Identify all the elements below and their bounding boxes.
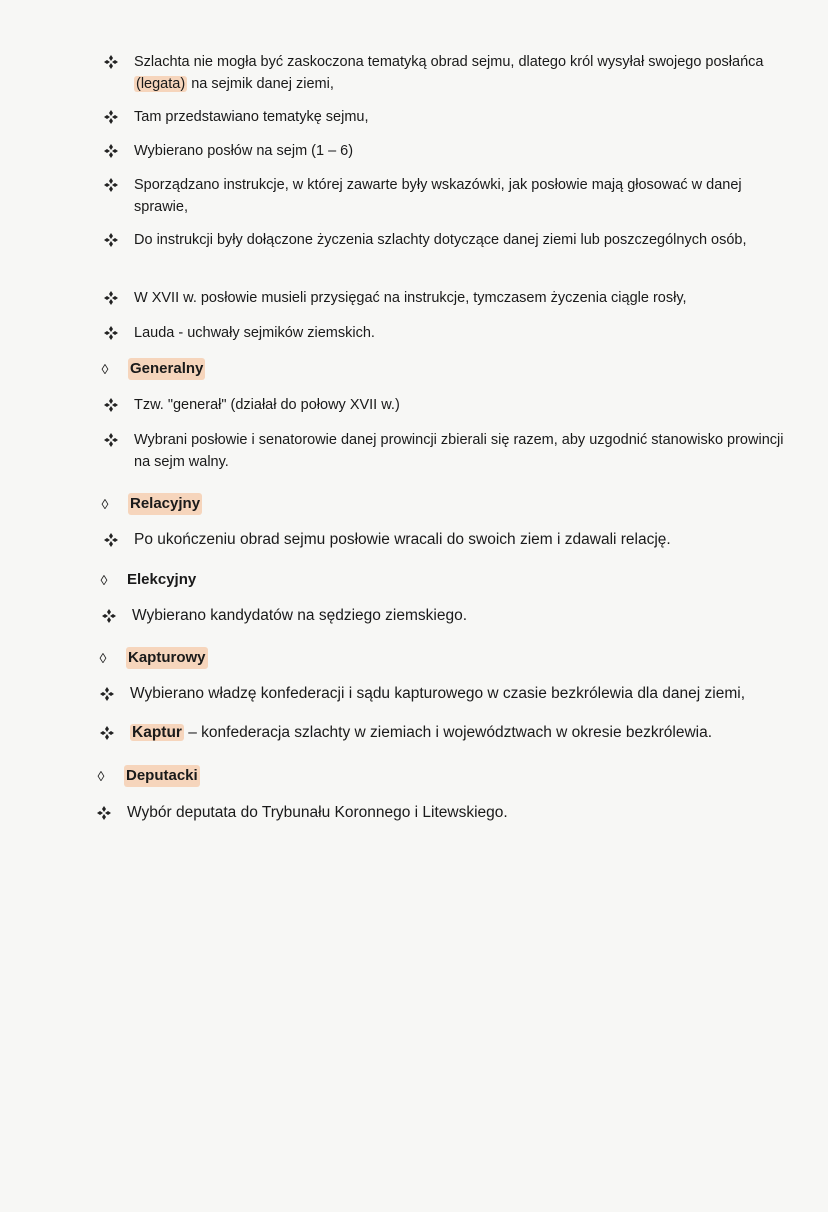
- four-diamond-bullet-icon: [96, 722, 118, 740]
- highlight-legata: (legata): [136, 76, 186, 92]
- four-diamond-bullet-icon: [100, 529, 122, 547]
- four-diamond-bullet-icon: [100, 140, 122, 158]
- heading-text: Kapturowy: [126, 647, 208, 669]
- four-diamond-bullet-icon: [100, 106, 122, 124]
- list-item-text: Szlachta nie mogła być zaskoczona tematyką obrad sejmu, dlatego król wysyłał swojego posłańca (legata) na sejmik danej ziemi,: [134, 54, 764, 92]
- heading-text: Relacyjny: [128, 493, 202, 515]
- list-item: [100, 322, 774, 344]
- section-heading: [94, 493, 202, 515]
- list-item: [100, 287, 774, 309]
- diamond-outline-icon: ◊: [101, 496, 109, 512]
- four-diamond-bullet-icon: [98, 605, 120, 623]
- list-item: [93, 802, 767, 824]
- list-item-text: Lauda - uchwały sejmików ziemskich.: [134, 325, 375, 341]
- list-item: [100, 394, 774, 416]
- list-item-text: Wybór deputata do Trybunału Koronnego i Litewskiego.: [127, 804, 508, 821]
- list-item: [96, 722, 800, 744]
- list-item: [100, 229, 774, 251]
- list-item: [100, 174, 774, 218]
- four-diamond-bullet-icon: [100, 287, 122, 305]
- heading-text: Elekcyjny: [127, 571, 197, 588]
- diamond-outline-icon: ◊: [100, 572, 108, 588]
- heading-text: Deputacki: [124, 765, 200, 787]
- list-item-text: Wybierano posłów na sejm (1 – 6): [134, 143, 354, 159]
- list-item-text: Tam przedstawiano tematykę sejmu,: [134, 109, 369, 125]
- section-heading: [94, 358, 205, 380]
- list-item-text: Wybierano władzę konfederacji i sądu kapturowego w czasie bezkrólewia dla danej ziemi,: [130, 685, 746, 702]
- list-item-text: Kaptur – konfederacja szlachty w ziemiach i województwach w okresie bezkrólewia.: [132, 724, 713, 741]
- section-heading: [90, 765, 200, 787]
- list-item-text: Sporządzano instrukcje, w której zawarte były wskazówki, jak posłowie mają głosować w danej sprawie,: [134, 177, 742, 215]
- list-item: [100, 106, 774, 128]
- four-diamond-bullet-icon: [100, 229, 122, 247]
- list-item: [100, 51, 774, 95]
- diamond-outline-icon: ◊: [97, 768, 105, 784]
- four-diamond-bullet-icon: [100, 429, 122, 447]
- four-diamond-bullet-icon: [96, 683, 118, 701]
- diamond-outline-icon: ◊: [101, 361, 109, 377]
- four-diamond-bullet-icon: [100, 174, 122, 192]
- list-item-text: Do instrukcji były dołączone życzenia szlachty dotyczące danej ziemi lub poszczególnych osób,: [134, 232, 747, 248]
- heading-text: Generalny: [128, 358, 205, 380]
- section-heading: [93, 569, 196, 591]
- list-item-text: Tzw. "generał" (działał do połowy XVII w.): [134, 397, 400, 413]
- list-item: [98, 605, 772, 627]
- list-item-text: W XVII w. posłowie musieli przysięgać na instrukcje, tymczasem życzenia ciągle rosły,: [134, 290, 687, 306]
- four-diamond-bullet-icon: [100, 394, 122, 412]
- list-item: [100, 429, 794, 473]
- section-heading: [92, 647, 208, 669]
- list-item-text: Po ukończeniu obrad sejmu posłowie wracali do swoich ziem i zdawali relację.: [134, 531, 671, 548]
- diamond-outline-icon: ◊: [99, 650, 107, 666]
- four-diamond-bullet-icon: [100, 51, 122, 69]
- list-item-text: Wybrani posłowie i senatorowie danej prowincji zbierali się razem, aby uzgodnić stanowisko prowincji na sejm walny.: [134, 432, 784, 470]
- list-item: [100, 140, 774, 162]
- four-diamond-bullet-icon: [100, 322, 122, 340]
- four-diamond-bullet-icon: [93, 802, 115, 820]
- kaptur-term: Kaptur: [132, 724, 182, 741]
- list-item: [96, 683, 800, 705]
- list-item-text: Wybierano kandydatów na sędziego ziemskiego.: [132, 607, 468, 624]
- list-item: [100, 529, 774, 551]
